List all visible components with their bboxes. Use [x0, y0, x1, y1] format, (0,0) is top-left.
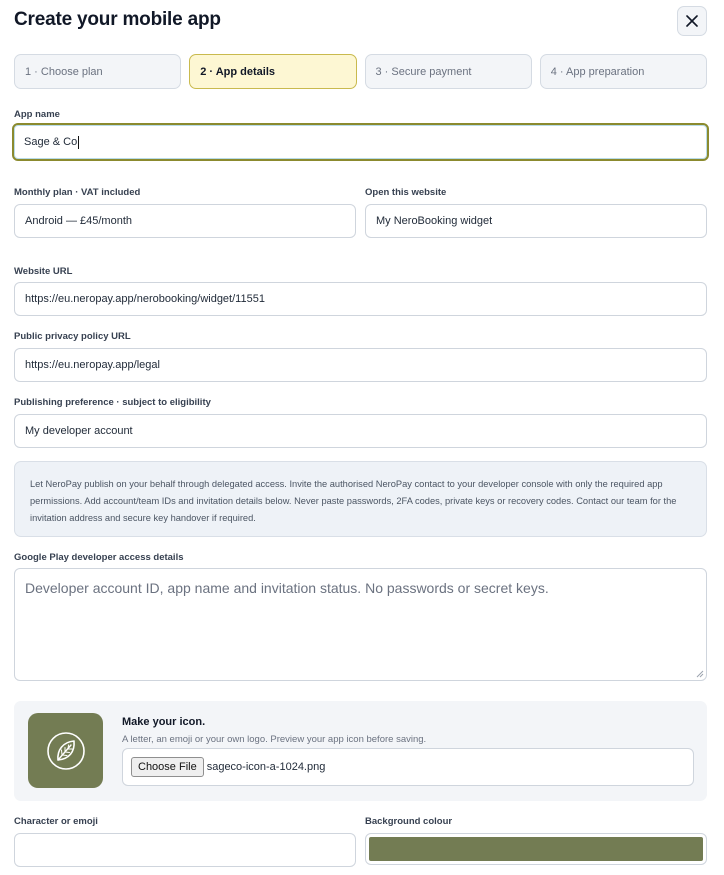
publishing-label: Publishing preference · subject to eligibility — [14, 397, 211, 408]
monthly-plan-label: Monthly plan · VAT included — [14, 187, 141, 198]
icon-maker-subtitle: A letter, an emoji or your own logo. Preview your app icon before saving. — [122, 734, 427, 745]
monthly-plan-value: Android — £45/month — [25, 215, 133, 227]
icon-maker-panel — [14, 701, 707, 801]
background-colour-label: Background colour — [365, 816, 453, 827]
website-url-label: Website URL — [14, 266, 73, 277]
website-url-value: https://eu.neropay.app/nerobooking/widget/11551 — [25, 293, 265, 305]
privacy-url-label: Public privacy policy URL — [14, 331, 131, 342]
developer-access-textarea[interactable] — [14, 568, 707, 681]
text-caret — [78, 136, 79, 149]
icon-maker-title: Make your icon. — [122, 716, 206, 728]
privacy-url-value: https://eu.neropay.app/legal — [25, 359, 160, 371]
app-name-input[interactable] — [12, 123, 709, 161]
selected-file-name: sageco-icon-a-1024.png — [206, 761, 326, 773]
developer-access-label: Google Play developer access details — [14, 552, 184, 563]
icon-file-input[interactable] — [122, 748, 694, 786]
stepper — [14, 54, 707, 89]
leaf-icon — [46, 731, 86, 771]
app-name-value: Sage & Co — [24, 136, 78, 148]
delegated-access-info: Let NeroPay publish on your behalf through delegated access. Invite the authorised NeroPay contact to your developer console with only the required app permissions. Add account/team IDs and invitation details below. Never paste passwords, 2FA codes, private keys or recovery codes. Contact our team for the invitation address and secure key handover if required. — [14, 461, 707, 537]
app-icon-preview — [28, 713, 103, 788]
open-website-value: My NeroBooking widget — [376, 215, 493, 227]
page-title: Create your mobile app — [14, 9, 221, 30]
background-colour-picker[interactable] — [365, 833, 707, 865]
publishing-select[interactable] — [14, 414, 707, 448]
resize-handle-icon[interactable] — [696, 670, 704, 678]
app-name-label: App name — [14, 109, 60, 120]
publishing-value: My developer account — [25, 425, 133, 437]
developer-access-placeholder: Developer account ID, app name and invitation status. No passwords or secret keys. — [25, 580, 549, 596]
open-website-select[interactable] — [365, 204, 707, 238]
step-choose-plan[interactable]: 1 · Choose plan — [14, 54, 181, 89]
step-app-preparation[interactable]: 4 · App preparation — [540, 54, 707, 89]
close-button[interactable] — [677, 6, 707, 36]
step-secure-payment[interactable]: 3 · Secure payment — [365, 54, 532, 89]
character-input[interactable] — [14, 833, 356, 867]
choose-file-button[interactable]: Choose File — [131, 757, 204, 777]
monthly-plan-select[interactable] — [14, 204, 356, 238]
open-website-label: Open this website — [365, 187, 447, 198]
background-colour-swatch — [369, 837, 703, 861]
website-url-input[interactable] — [14, 282, 707, 316]
close-icon — [686, 15, 698, 27]
character-label: Character or emoji — [14, 816, 98, 827]
privacy-url-input[interactable] — [14, 348, 707, 382]
step-app-details[interactable]: 2 · App details — [189, 54, 356, 89]
